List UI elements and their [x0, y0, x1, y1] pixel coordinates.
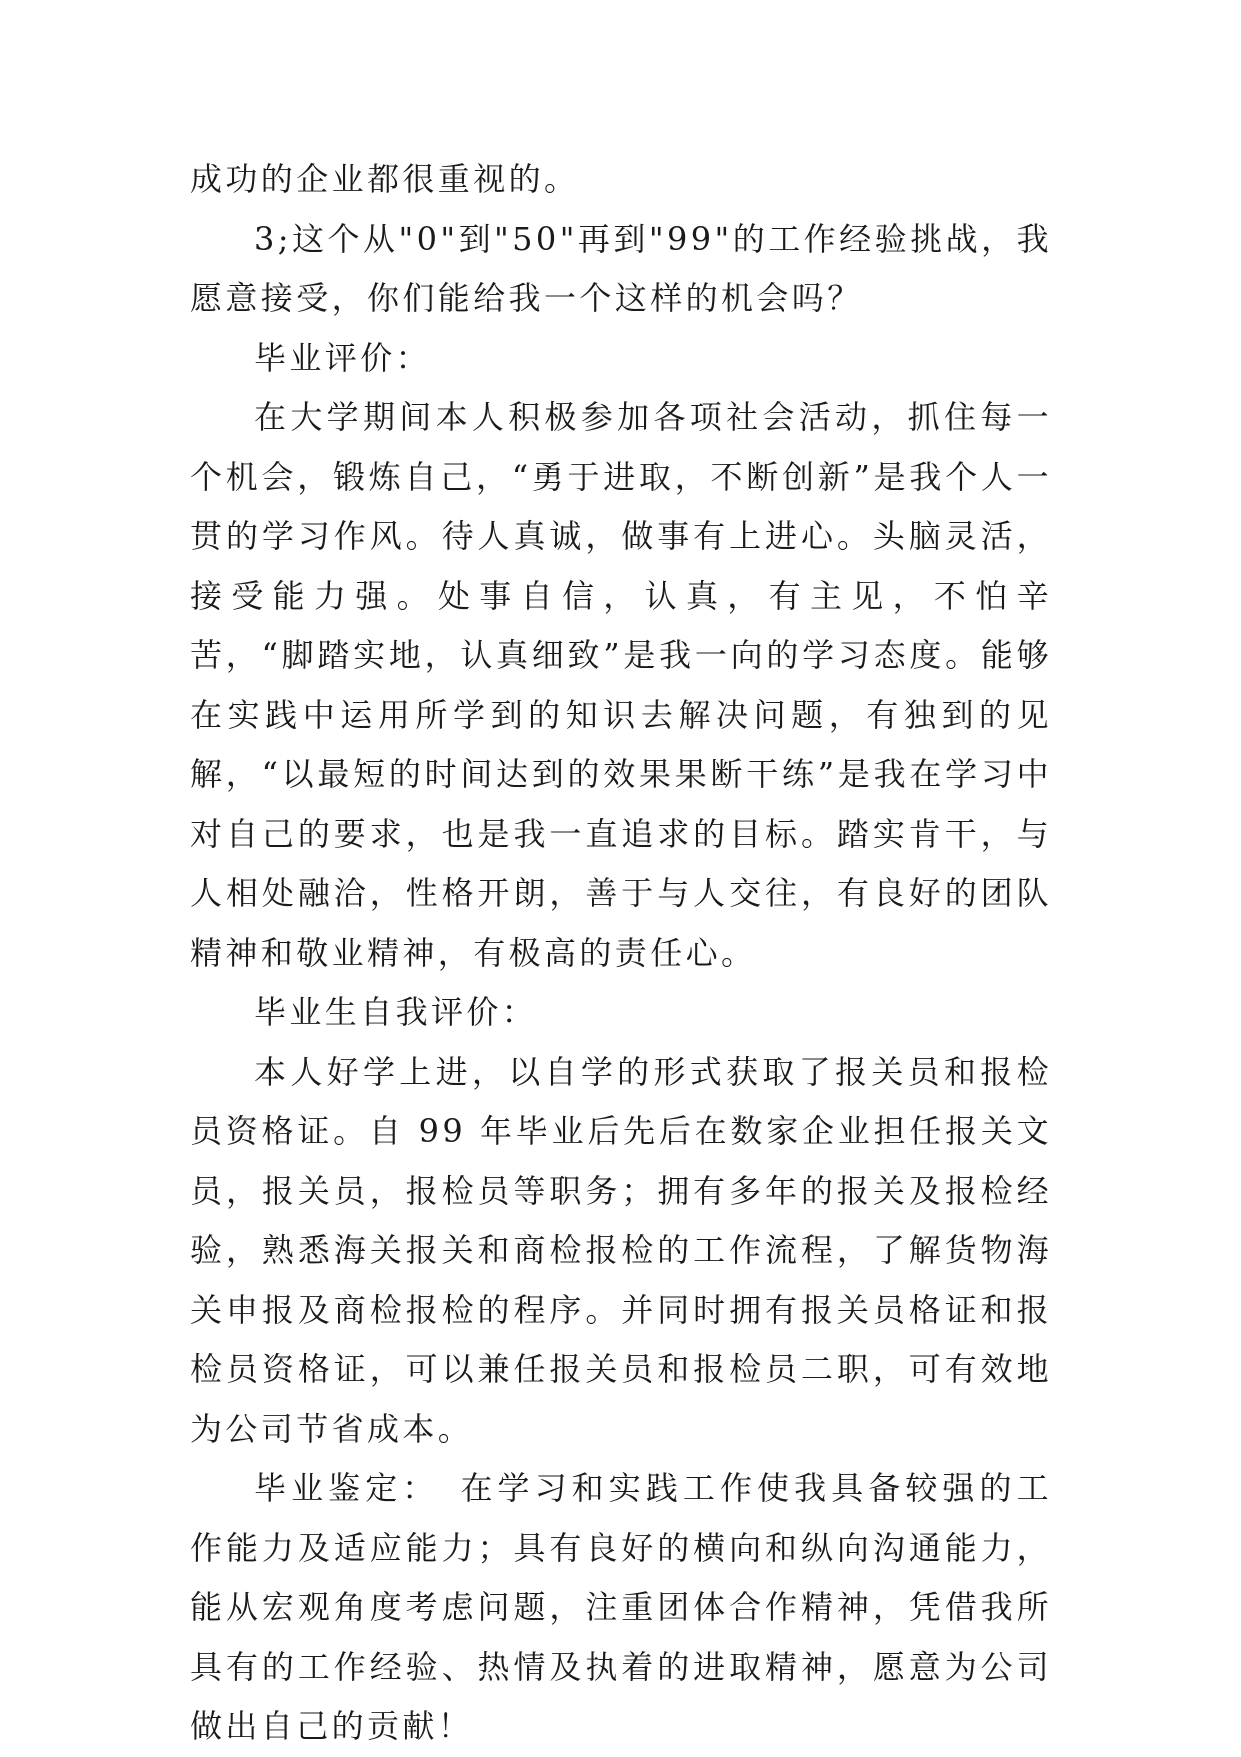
paragraph-item-3: 3;这个从"0"到"50"再到"99"的工作经验挑战，我愿意接受，你们能给我一个这样的机会吗？ — [190, 219, 1052, 317]
paragraph-graduation-appraisal: 毕业鉴定： 在学习和实践工作使我具备较强的工作能力及适应能力；具有良好的横向和纵向沟通能力，能从宏观角度考虑问题，注重团体合作精神，凭借我所具有的工作经验、热情及执着的进取精神，愿意为公司做出自己的贡献！ — [190, 1469, 1052, 1745]
heading-self-evaluation: 毕业生自我评价： — [254, 993, 538, 1031]
paragraph-graduation-evaluation: 在大学期间本人积极参加各项社会活动，抓住每一个机会，锻炼自己，“勇于进取，不断创新”是我个人一贯的学习作风。待人真诚，做事有上进心。头脑灵活，接受能力强。处事自信，认真，有主见，不怕辛苦，“脚踏实地，认真细致”是我一向的学习态度。能够在实践中运用所学到的知识去解决问题，有独到的见解，“以最短的时间达到的效果果断干练”是我在学习中对自己的要求，也是我一直追求的目标。踏实肯干，与人相处融洽，性格开朗，善于与人交往，有良好的团队精神和敬业精神，有极高的责任心。 — [190, 398, 1052, 972]
heading-graduation-evaluation: 毕业评价： — [254, 338, 432, 377]
document-body — [190, 150, 1052, 1757]
paragraph-continuation: 成功的企业都很重视的。 — [190, 160, 580, 198]
paragraph-self-evaluation: 本人好学上进，以自学的形式获取了报关员和报检员资格证。自 99 年毕业后先后在数家企业担任报关文员，报关员，报检员等职务；拥有多年的报关及报检经验，熟悉海关报关和商检报检的工作流程，了解货物海关申报及商检报检的程序。并同时拥有报关员格证和报检员资格证，可以兼任报关员和报检员二职，可有效地为公司节省成本。 — [190, 1052, 1052, 1448]
